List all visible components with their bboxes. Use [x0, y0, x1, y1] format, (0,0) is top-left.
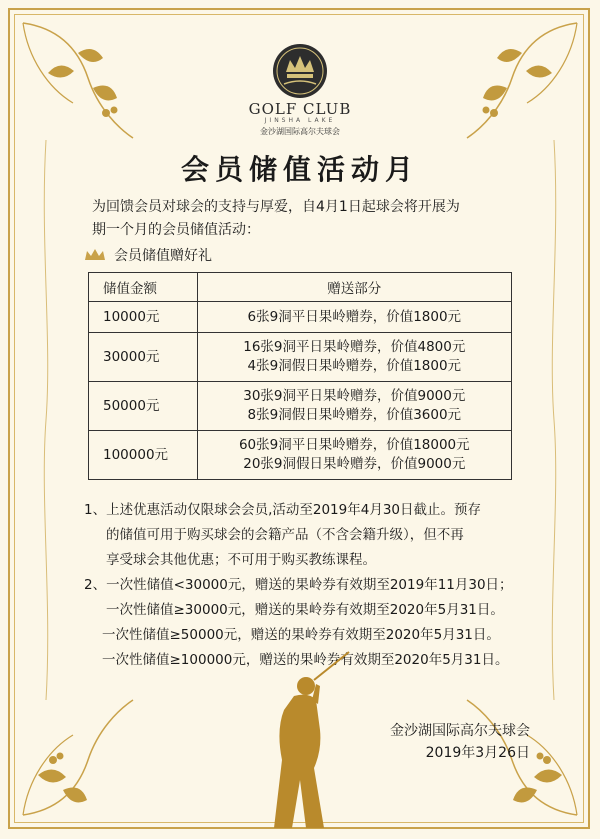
gift-cell [197, 382, 511, 431]
note-line: 享受球会其他优惠；不可用于购买教练课程。 [106, 552, 376, 568]
section-label [84, 245, 212, 265]
table-row [89, 382, 512, 431]
logo-subtitle: JINSHA LAKE [264, 117, 336, 124]
gift-cell [197, 333, 511, 382]
intro-line: 期一个月的会员储值活动： [92, 222, 260, 238]
logo-title: GOLF CLUB [248, 100, 352, 118]
intro-paragraph [92, 196, 532, 242]
note-line: 一次性储值≥50000元，赠送的果岭券有效期至2020年5月31日。 [102, 627, 500, 643]
note-line: 的储值可用于购买球会的会籍产品（不含会籍升级），但不再 [106, 527, 464, 543]
gift-line: 6张9洞平日果岭赠券，价值1800元 [247, 308, 462, 325]
table-row [89, 302, 512, 333]
golfer-silhouette [254, 650, 364, 830]
table-row [89, 431, 512, 480]
gift-line: 30张9洞平日果岭赠券，价值9000元 [243, 388, 466, 404]
gift-line: 4张9洞假日果岭赠券，价值1800元 [247, 358, 462, 374]
signature-org: 金沙湖国际高尔夫球会 [390, 723, 530, 739]
gift-line: 16张9洞平日果岭赠券，价值4800元 [243, 339, 466, 355]
note-line: 一次性储值≥100000元，赠送的果岭券有效期至2020年5月31日。 [102, 652, 509, 668]
signature-block [390, 720, 530, 764]
crown-icon [84, 248, 106, 262]
note-line: 2、一次性储值<30000元，赠送的果岭券有效期至2019年11月30日； [84, 577, 513, 593]
amount-cell: 100000元 [89, 431, 198, 480]
side-vine-right [544, 140, 564, 700]
gift-table [88, 272, 512, 480]
gift-line: 8张9洞假日果岭赠券，价值3600元 [247, 407, 462, 423]
intro-line: 为回馈会员对球会的支持与厚爱，自4月1日起球会将开展为 [92, 199, 460, 215]
amount-cell: 10000元 [89, 302, 198, 333]
gift-cell [197, 302, 511, 333]
golf-club-crest-logo [270, 42, 330, 100]
side-vine-left [36, 140, 56, 700]
page-title: 会员储值活动月 [180, 153, 419, 186]
gift-line: 20张9洞假日果岭赠券，价值9000元 [243, 456, 466, 472]
header-amount: 储值金额 [89, 273, 198, 302]
table-header-row [89, 273, 512, 302]
amount-cell: 30000元 [89, 333, 198, 382]
gift-cell [197, 431, 511, 480]
holly-ornament-top-right [462, 18, 582, 158]
gift-line: 60张9洞平日果岭赠券，价值18000元 [238, 437, 470, 453]
header-gift: 赠送部分 [197, 273, 511, 302]
note-line: 1、上述优惠活动仅限球会会员,活动至2019年4月30日截止。预存 [84, 502, 482, 518]
note-line: 一次性储值≥30000元，赠送的果岭券有效期至2020年5月31日。 [106, 602, 504, 618]
section-label-text: 会员储值赠好礼 [114, 248, 212, 264]
holly-ornament-bottom-left [18, 690, 138, 820]
terms-notes [84, 498, 534, 673]
holly-ornament-top-left [18, 18, 138, 158]
table-row [89, 333, 512, 382]
signature-date: 2019年3月26日 [425, 745, 530, 761]
amount-cell: 50000元 [89, 382, 198, 431]
logo-chinese-name: 金沙湖国际高尔夫球会 [260, 127, 340, 136]
